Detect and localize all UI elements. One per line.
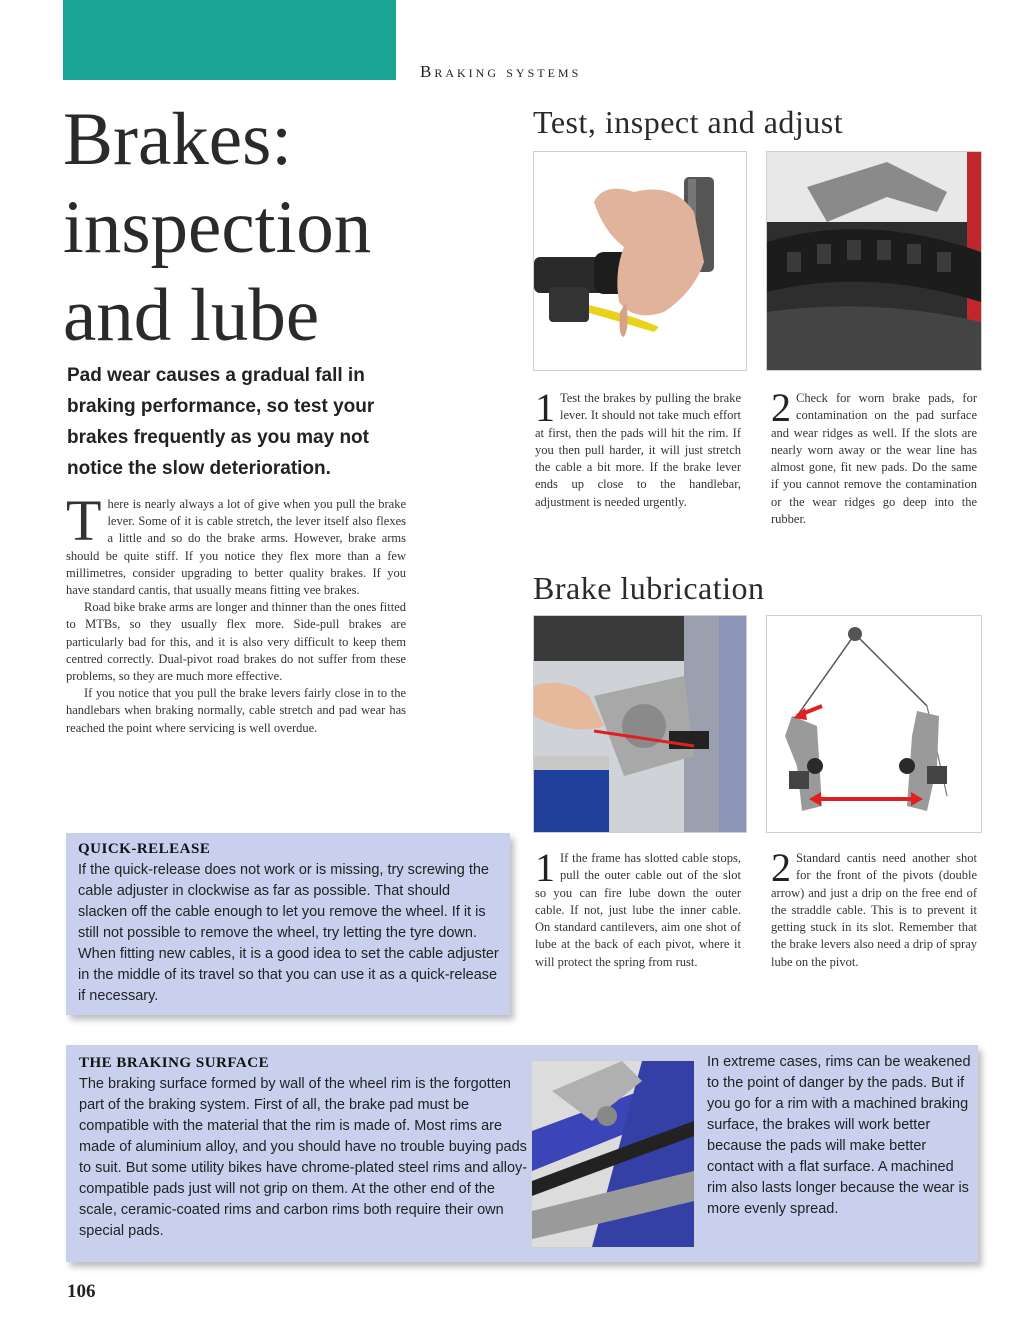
step-number: 1 <box>535 845 555 890</box>
step-text: Test the brakes by pulling the brake lever. It should not take much effort at first, then the pads will hit the rim. If you then pull harder, it will just stretch the cable a bit more. If the brake lever ends up close to the handlebar, adjustment is needed urgently. <box>535 391 741 509</box>
step-number: 1 <box>535 385 555 430</box>
intro-paragraph: Pad wear causes a gradual fall in braking performance, so test your brakes frequently as you may not notice the slow deterioration. <box>67 365 375 479</box>
quick-release-box <box>66 833 510 1015</box>
photo-brake-lever <box>533 151 747 371</box>
step-text: Check for worn brake pads, for contamination on the pad surface and wear ridges as well. If the slots are nearly worn away or the wear line has almost gone, fit new pads. Do the same if you cannot remove the contamination or the wear ridges go deep into the rubber. <box>771 391 977 527</box>
caption-lube-step-2 <box>771 845 977 971</box>
photo-canti-pivots-arrows <box>766 615 982 833</box>
title-line-2: inspection <box>63 186 372 269</box>
body-paragraph-2: Road bike brake arms are longer and thinner than the ones fitted to MTBs, so they usually flex more. Side-pull brakes are particularly bad for this, and it is also very difficult to keep them centred correctly. Dual-pivot road brakes do not suffer from these problems, so they are much more effective. <box>66 600 406 684</box>
step-text: Standard cantis need another shot for the front of the pivots (double arrow) and just a drip on the free end of the straddle cable. This is to prevent it getting stuck in its slot. Remember that the brake levers also need a drip of spray lube on the pivot. <box>771 851 977 969</box>
header-color-block <box>63 0 396 80</box>
page-number: 106 <box>67 1281 96 1302</box>
photo-spray-lube-pivot <box>533 615 747 833</box>
quick-release-text: If the quick-release does not work or is missing, try screwing the cable adjuster in clockwise as far as possible. That should slacken off the cable enough to let you remove the wheel. If it is still not possible to remove the wheel, try letting the tyre down. When fitting new cables, it is a good idea to set the cable adjuster in the middle of its travel so that you can use it as a quick-release if necessary. <box>78 862 499 1004</box>
drop-cap: T <box>66 488 102 553</box>
caption-test-step-1 <box>535 385 741 511</box>
braking-surface-text: The braking surface formed by wall of the wheel rim is the forgotten part of the braking system. First of all, the brake pad must be compatible with the material that the rim is made of. Most rims are made of aluminium alloy, and you should have no trouble buying pads to suit. But some utility bikes have chrome-plated steel rims and alloy-compatible pads just will not grip on them. At the other end of the scale, ceramic-coated rims and carbon rims both require their own special pads. <box>79 1076 528 1239</box>
title-line-3: and lube <box>63 274 320 357</box>
section-heading-test: Test, inspect and adjust <box>533 104 844 140</box>
caption-test-step-2 <box>771 385 977 528</box>
braking-surface-text-right: In extreme cases, rims can be weakened to the point of danger by the pads. But if you go for a rim with a machined braking surface, the brakes will work better because the pads will make better contact with a flat surface. A machined rim also lasts longer because the wear is more evenly spread. <box>707 1054 971 1217</box>
page-title <box>63 96 463 360</box>
step-text: If the frame has slotted cable stops, pull the outer cable out of the slot so you can fire lube down the outer cable. If not, just lube the inner cable. On standard cantilevers, aim one shot of lube at the back of each pivot, where it will protect the spring from rust. <box>535 851 741 969</box>
caption-lube-step-1 <box>535 845 741 971</box>
body-paragraph-1: here is nearly always a lot of give when you pull the brake lever. Some of it is cable stretch, the lever itself also flexes a little and so do the brake arms. However, brake arms should be quite stiff. If you notice they flex more than a few millimetres, consider upgrading to better quality brakes. If you have standard cantis, that usually means fitting vee brakes. <box>66 497 406 598</box>
photo-rim-brake <box>531 1060 695 1248</box>
quick-release-title: QUICK-RELEASE <box>78 841 211 857</box>
braking-surface-title: THE BRAKING SURFACE <box>79 1055 270 1071</box>
braking-surface-box <box>66 1045 978 1262</box>
step-number: 2 <box>771 845 791 890</box>
section-label: Braking systems <box>420 62 582 81</box>
body-text <box>66 488 406 737</box>
section-heading-lubrication: Brake lubrication <box>533 570 765 606</box>
title-line-1: Brakes: <box>63 98 293 181</box>
photo-worn-brake-pad <box>766 151 982 371</box>
body-paragraph-3: If you notice that you pull the brake levers fairly close in to the handlebars when braking normally, cable stretch and pad wear has reached the point where servicing is well overdue. <box>66 686 406 735</box>
step-number: 2 <box>771 385 791 430</box>
